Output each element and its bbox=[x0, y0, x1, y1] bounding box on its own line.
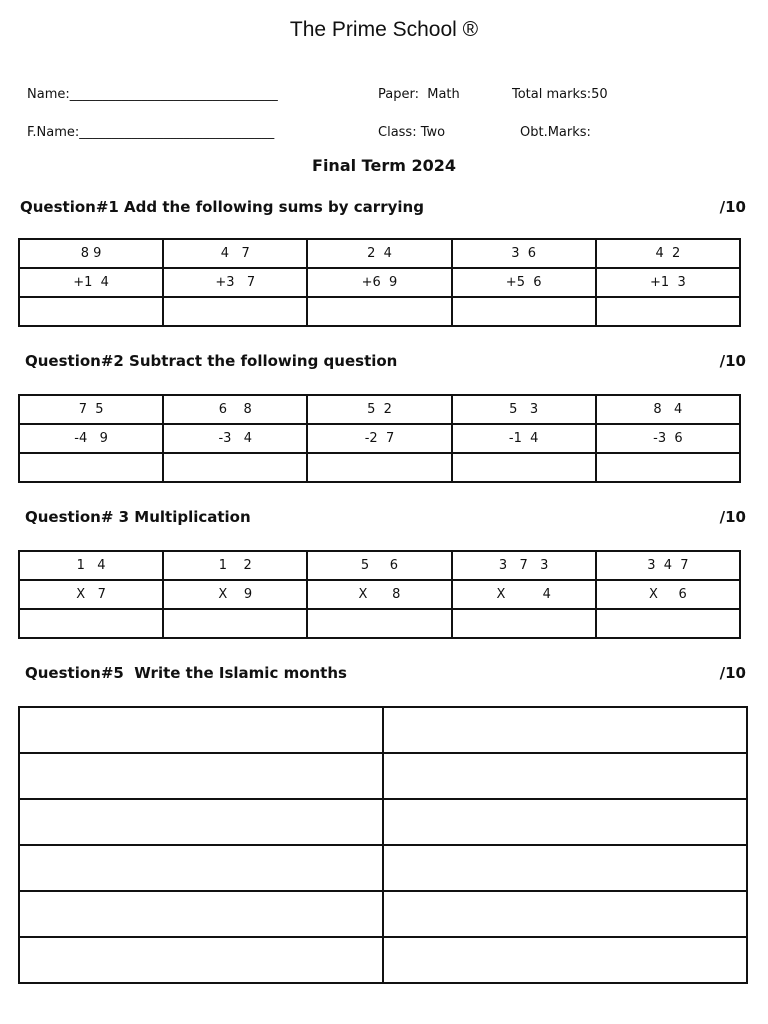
answer-cell[interactable] bbox=[307, 297, 451, 326]
answer-cell[interactable] bbox=[163, 297, 307, 326]
answer-row bbox=[19, 609, 740, 638]
month-answer-cell[interactable] bbox=[19, 753, 383, 799]
question-5-title: Question#5 Write the Islamic months bbox=[25, 664, 347, 682]
operator-cell: -2 7 bbox=[307, 424, 451, 453]
operand-cell: 8 4 bbox=[596, 395, 740, 424]
operand-cell: 7 5 bbox=[19, 395, 163, 424]
answer-cell[interactable] bbox=[596, 453, 740, 482]
month-answer-cell[interactable] bbox=[383, 845, 747, 891]
answer-cell[interactable] bbox=[163, 453, 307, 482]
answer-cell[interactable] bbox=[19, 453, 163, 482]
operator-cell: X 4 bbox=[452, 580, 596, 609]
operator-cell: X 9 bbox=[163, 580, 307, 609]
month-answer-cell[interactable] bbox=[19, 937, 383, 983]
answer-cell[interactable] bbox=[19, 609, 163, 638]
question-2-marks: /10 bbox=[719, 352, 746, 370]
months-row bbox=[19, 753, 747, 799]
operator-row bbox=[19, 268, 740, 297]
question-2-title: Question#2 Subtract the following question bbox=[25, 352, 398, 370]
month-answer-cell[interactable] bbox=[19, 707, 383, 753]
operator-row bbox=[19, 580, 740, 609]
answer-cell[interactable] bbox=[163, 609, 307, 638]
operand-cell: 3 6 bbox=[452, 239, 596, 268]
question-3-table bbox=[18, 550, 741, 639]
month-answer-cell[interactable] bbox=[383, 891, 747, 937]
month-answer-cell[interactable] bbox=[383, 753, 747, 799]
operator-cell: +1 4 bbox=[19, 268, 163, 297]
answer-cell[interactable] bbox=[307, 609, 451, 638]
operator-cell: +6 9 bbox=[307, 268, 451, 297]
month-answer-cell[interactable] bbox=[19, 891, 383, 937]
paper-label: Paper: Math bbox=[378, 87, 460, 102]
operand-cell: 3 7 3 bbox=[452, 551, 596, 580]
question-1-title: Question#1 Add the following sums by carrying bbox=[20, 198, 424, 216]
operator-cell: -4 9 bbox=[19, 424, 163, 453]
operand-cell: 6 8 bbox=[163, 395, 307, 424]
class-label: Class: Two bbox=[378, 125, 446, 140]
operand-cell: 3 4 7 bbox=[596, 551, 740, 580]
answer-cell[interactable] bbox=[19, 297, 163, 326]
operand-cell: 1 4 bbox=[19, 551, 163, 580]
answer-cell[interactable] bbox=[452, 609, 596, 638]
months-row bbox=[19, 937, 747, 983]
operand-cell: 4 7 bbox=[163, 239, 307, 268]
operator-cell: +3 7 bbox=[163, 268, 307, 297]
month-answer-cell[interactable] bbox=[383, 707, 747, 753]
month-answer-cell[interactable] bbox=[19, 799, 383, 845]
total-marks-label: Total marks:50 bbox=[512, 87, 608, 102]
name-field-label: Name:________________________________ bbox=[27, 87, 278, 102]
operator-cell: X 7 bbox=[19, 580, 163, 609]
operator-cell: -1 4 bbox=[452, 424, 596, 453]
operator-cell: X 6 bbox=[596, 580, 740, 609]
father-name-field-label: F.Name:______________________________ bbox=[27, 125, 275, 140]
answer-cell[interactable] bbox=[596, 609, 740, 638]
months-row bbox=[19, 845, 747, 891]
answer-cell[interactable] bbox=[596, 297, 740, 326]
answer-cell[interactable] bbox=[452, 453, 596, 482]
operand-cell: 5 3 bbox=[452, 395, 596, 424]
operator-cell: +1 3 bbox=[596, 268, 740, 297]
answer-cell[interactable] bbox=[307, 453, 451, 482]
answer-cell[interactable] bbox=[452, 297, 596, 326]
answer-row bbox=[19, 453, 740, 482]
question-3-marks: /10 bbox=[719, 508, 746, 526]
operand-cell: 2 4 bbox=[307, 239, 451, 268]
operand-cell: 8 9 bbox=[19, 239, 163, 268]
operand-row bbox=[19, 551, 740, 580]
school-name: The Prime School ® bbox=[289, 18, 479, 41]
operator-cell: -3 6 bbox=[596, 424, 740, 453]
operand-row bbox=[19, 239, 740, 268]
months-row bbox=[19, 799, 747, 845]
operand-cell: 5 2 bbox=[307, 395, 451, 424]
operand-row bbox=[19, 395, 740, 424]
operand-cell: 1 2 bbox=[163, 551, 307, 580]
operator-cell: X 8 bbox=[307, 580, 451, 609]
operator-row bbox=[19, 424, 740, 453]
question-1-table bbox=[18, 238, 741, 327]
islamic-months-table bbox=[18, 706, 748, 984]
months-row bbox=[19, 707, 747, 753]
month-answer-cell[interactable] bbox=[383, 937, 747, 983]
operator-cell: -3 4 bbox=[163, 424, 307, 453]
month-answer-cell[interactable] bbox=[19, 845, 383, 891]
obtained-marks-label: Obt.Marks: bbox=[520, 125, 591, 140]
months-row bbox=[19, 891, 747, 937]
operator-cell: +5 6 bbox=[452, 268, 596, 297]
question-1-marks: /10 bbox=[719, 198, 746, 216]
operand-cell: 4 2 bbox=[596, 239, 740, 268]
term-title: Final Term 2024 bbox=[312, 156, 456, 175]
answer-row bbox=[19, 297, 740, 326]
operand-cell: 5 6 bbox=[307, 551, 451, 580]
question-5-marks: /10 bbox=[719, 664, 746, 682]
month-answer-cell[interactable] bbox=[383, 799, 747, 845]
question-2-table bbox=[18, 394, 741, 483]
question-3-title: Question# 3 Multiplication bbox=[25, 508, 251, 526]
